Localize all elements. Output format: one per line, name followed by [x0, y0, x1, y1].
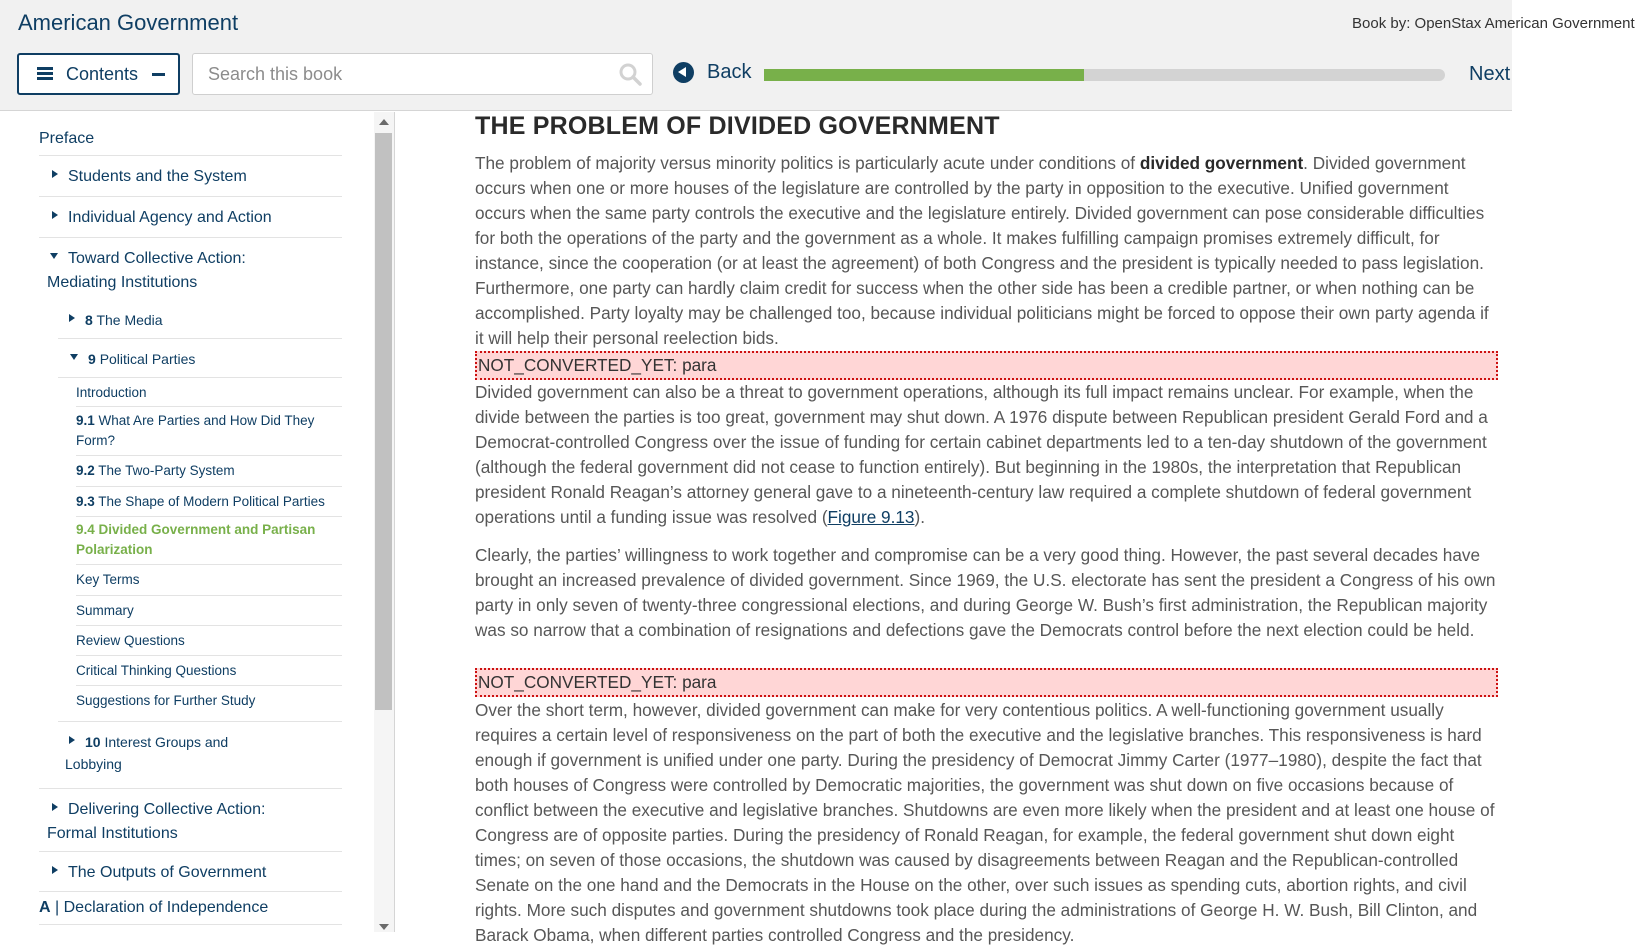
search-input[interactable] [193, 54, 608, 94]
caret-right-icon [52, 803, 58, 811]
toc-toward-collective-action[interactable]: Toward Collective Action: [50, 247, 246, 271]
toc-individual-agency[interactable]: Individual Agency and Action [52, 206, 272, 230]
toc-section-9-3[interactable]: 9.3 The Shape of Modern Political Parties [76, 494, 325, 509]
scroll-down-arrow-icon[interactable] [379, 924, 389, 930]
table-of-contents [0, 112, 395, 932]
book-attribution: Book by: OpenStax American Government [1352, 15, 1635, 32]
contents-label: Contents [66, 63, 139, 84]
toc-critical-thinking[interactable]: Critical Thinking Questions [76, 663, 237, 678]
reading-progress-bar [764, 69, 1445, 81]
caret-down-icon [70, 354, 78, 360]
caret-right-icon [69, 314, 75, 322]
book-title[interactable]: American Government [18, 10, 239, 35]
next-button[interactable]: Next [1469, 63, 1511, 85]
back-button[interactable] [673, 61, 751, 84]
toc-section-9-4-line2[interactable]: Polarization [76, 542, 153, 557]
caret-right-icon [52, 170, 58, 178]
paragraph-1: The problem of majority versus minority politics is particularly acute under conditions of divided government. Divided government occurs when one or more houses of the legislature are controlled by the party in opposition to the executive. Unified government occurs when the same party controls the executive and the legislature entirely. Divided government can pose considerable difficulties for both the operations of the party and the government as a whole. It makes fulfilling campaign promises extremely difficult, for instance, since the cooperation (or at least the agreement) of both Congress and the president is typically needed to pass legislation. Furthermore, one party can hardly claim credit for success when the other side has been a credible partner, or when nothing can be accomplished. Party loyalty may be challenged too, because individual politicians might be forced to oppose their own party agenda if it will help their personal reelection bids. [475, 153, 1489, 348]
toc-chapter-8-media[interactable]: 8 The Media [69, 310, 163, 330]
caret-right-icon [52, 866, 58, 874]
toc-introduction[interactable]: Introduction [76, 385, 147, 400]
key-term: divided government [1139, 153, 1304, 173]
search-icon[interactable] [618, 62, 642, 86]
back-label: Back [707, 61, 752, 83]
toc-appendix-a[interactable]: A | Declaration of Independence [39, 899, 269, 916]
toc-delivering-collective-action[interactable]: Delivering Collective Action: [52, 798, 265, 822]
paragraph-3: Clearly, the parties’ willingness to work together and compromise can be a very good thing. However, the past several decades have brought an increased prevalence of divided government. Since 1969, the U.S. electorate has sent the president a Congress of his own party in only seven of twenty-three congressional elections, and during George W. Bush’s first administration, the Republican majority was so narrow that a combination of resignations and defections gave the Democrats control before the next election could be held. [475, 545, 1496, 640]
toc-section-9-4-current[interactable]: 9.4 Divided Government and Partisan [76, 522, 316, 537]
paragraph-2: Divided government can also be a threat to government operations, although its full impact remains unclear. For example, when the divide between the parties is too great, government may shut down. A 1976 dispute between Republican president Gerald Ford and a Democrat-controlled Congress over the issue of funding for certain cabinet departments led to a ten-day shutdown of the government (although the federal government did not cease to function entirely). But beginning in the 1980s, the interpretation that Republican president Ronald Reagan’s attorney general gave to a nineteenth-century law required a complete shutdown of federal government operations until a funding issue was resolved (Figure 9.13). [475, 382, 1488, 527]
toc-chapter-10-interest-groups[interactable]: 10 Interest Groups and [69, 732, 228, 752]
toc-chapter-9-political-parties[interactable]: 9 Political Parties [70, 349, 195, 369]
toc-toward-collective-action-line2[interactable]: Mediating Institutions [47, 274, 198, 291]
caret-right-icon [69, 736, 75, 744]
toc-preface[interactable]: Preface [39, 130, 95, 147]
contents-toggle-button[interactable] [17, 53, 180, 95]
top-toolbar [0, 0, 1635, 111]
search-box [192, 53, 653, 95]
toc-section-9-2[interactable]: 9.2 The Two-Party System [76, 463, 235, 478]
paragraph-4: Over the short term, however, divided government can make for very contentious politics. A well-functioning government usually requires a certain level of responsiveness on the part of both the executive and the legislative branches. This responsiveness is hard enough if government is unified under one party. During the presidency of Democrat Jimmy Carter (1977–1980), despite the fact that both houses of Congress were controlled by Democratic majorities, the government was shut down on five occasions because of conflict between the executive and legislative branches. Shutdowns are even more likely when the president and at least one house of Congress are of opposite parties. During the presidency of Ronald Reagan, for example, the federal government shut down eight times; on seven of those occasions, the shutdown was caused by disagreements between Reagan and the Republican-controlled Senate on the one hand and the Democrats in the House on the other, over such issues as spending cuts, abortion rights, and civil rights. More such disputes and government shutdowns took place during the administrations of George H. W. Bush, Bill Clinton, and Barack Obama, when different parties controlled Congress and the presidency. [475, 700, 1495, 945]
caret-down-icon [50, 253, 58, 259]
back-arrow-icon [673, 62, 694, 83]
toc-delivering-line2[interactable]: Formal Institutions [47, 825, 178, 842]
list-icon [37, 67, 53, 81]
toc-summary[interactable]: Summary [76, 603, 134, 618]
toc-outputs-of-government[interactable]: The Outputs of Government [52, 861, 266, 885]
minus-icon [152, 73, 165, 76]
figure-link[interactable]: Figure 9.13 [827, 507, 915, 527]
toc-chapter-10-line2[interactable]: Lobbying [65, 756, 122, 772]
toc-key-terms[interactable]: Key Terms [76, 572, 140, 587]
section-heading: THE PROBLEM OF DIVIDED GOVERNMENT [475, 112, 1000, 140]
scroll-thumb[interactable] [375, 133, 392, 710]
sidebar-scrollbar[interactable] [374, 112, 394, 932]
not-converted-placeholder: NOT_CONVERTED_YET: para [475, 668, 1498, 697]
toc-section-9-1[interactable]: 9.1 What Are Parties and How Did They [76, 413, 315, 428]
toc-review-questions[interactable]: Review Questions [76, 633, 185, 648]
toc-students-and-the-system[interactable]: Students and the System [52, 165, 247, 189]
toc-section-9-1-line2[interactable]: Form? [76, 433, 116, 448]
caret-right-icon [52, 211, 58, 219]
not-converted-placeholder: NOT_CONVERTED_YET: para [475, 351, 1498, 380]
reading-progress-fill [764, 69, 1084, 81]
toc-suggestions[interactable]: Suggestions for Further Study [76, 693, 256, 708]
scroll-up-arrow-icon[interactable] [379, 119, 389, 125]
